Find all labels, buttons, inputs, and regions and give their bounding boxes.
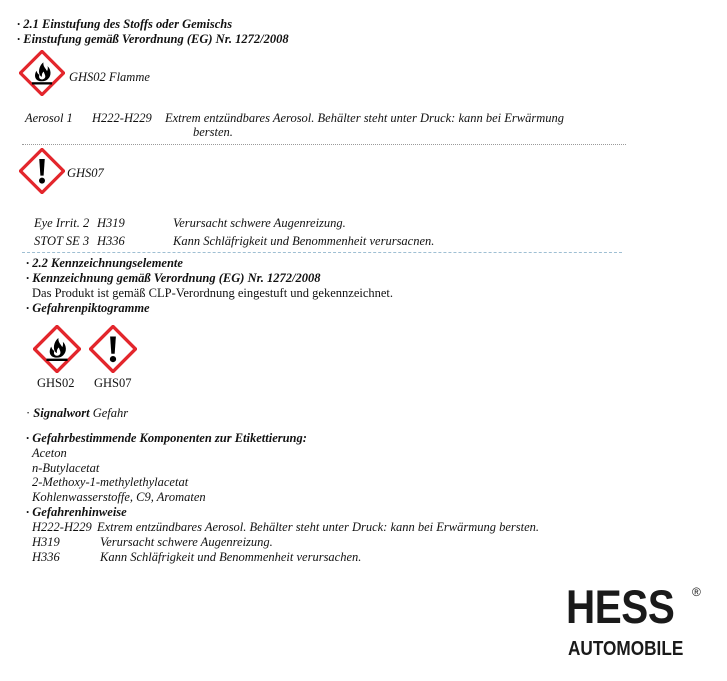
ghs02-flame-pictogram xyxy=(19,50,65,96)
eye-irrit-category: Eye Irrit. 2 xyxy=(34,216,90,230)
hazard-text: Extrem entzündbares Aerosol. Behälter steht unter Druck: kann bei Erwärmung bersten. xyxy=(97,520,540,534)
signal-word: · Signalwort Gefahr xyxy=(26,406,129,420)
ghs02-label: GHS02 Flamme xyxy=(69,70,150,84)
hess-logo-subtext: AUTOMOBILE xyxy=(568,638,684,660)
component-item: Kohlenwasserstoffe, C9, Aromaten xyxy=(32,490,206,504)
pictogram-code: GHS07 xyxy=(94,376,132,390)
component-item: n-Butylacetat xyxy=(32,461,100,475)
eye-irrit-code: H319 xyxy=(97,216,125,230)
signal-word-value: Gefahr xyxy=(92,406,129,420)
ghs07-label-pictogram xyxy=(89,325,137,373)
hazard-code: H319 xyxy=(32,535,60,549)
hazard-code: H336 xyxy=(32,550,60,564)
exclamation-icon xyxy=(89,325,137,373)
hazard-statements-heading: · Gefahrenhinweise xyxy=(26,505,127,519)
registered-mark: ® xyxy=(692,585,701,599)
hazard-text: Verursacht schwere Augenreizung. xyxy=(100,535,273,549)
hazard-text: Kann Schläfrigkeit und Benommenheit verursachen. xyxy=(100,550,362,564)
component-item: 2-Methoxy-1-methylethylacetat xyxy=(32,475,189,489)
components-heading: · Gefahrbestimmende Komponenten zur Etikettierung: xyxy=(26,431,307,445)
signal-word-label: Signalwort xyxy=(33,406,90,420)
aerosol-text-line1: Extrem entzündbares Aerosol. Behälter steht unter Druck: kann bei Erwärmung xyxy=(165,111,565,125)
component-item: Aceton xyxy=(32,446,67,460)
section-2-1-subtitle: · Einstufung gemäß Verordnung (EG) Nr. 1272/2008 xyxy=(17,32,289,46)
flame-icon xyxy=(19,50,65,96)
stot-category: STOT SE 3 xyxy=(34,234,90,248)
section-2-2-title: · 2.2 Kennzeichnungselemente xyxy=(26,256,183,270)
flame-icon xyxy=(33,325,81,373)
pictograms-heading: · Gefahrenpiktogramme xyxy=(26,301,150,315)
stot-text: Kann Schläfrigkeit und Benommenheit verursacnen. xyxy=(173,234,435,248)
aerosol-codes: H222-H229 xyxy=(92,111,152,125)
ghs07-label: GHS07 xyxy=(67,166,104,180)
stot-code: H336 xyxy=(97,234,125,248)
hess-logo-wordmark: HESS xyxy=(566,580,675,633)
eye-irrit-text: Verursacht schwere Augenreizung. xyxy=(173,216,346,230)
ghs02-label-pictogram xyxy=(33,325,81,373)
section-2-1-title: · 2.1 Einstufung des Stoffs oder Gemischs xyxy=(17,17,233,31)
dashed-divider xyxy=(22,252,622,253)
section-2-2-subtitle: · Kennzeichnung gemäß Verordnung (EG) Nr. 1272/2008 xyxy=(26,271,321,285)
hazard-code: H222-H229 xyxy=(32,520,92,534)
ghs07-exclamation-pictogram xyxy=(19,148,65,194)
exclamation-icon xyxy=(19,148,65,194)
dotted-divider xyxy=(22,144,626,145)
aerosol-category: Aerosol 1 xyxy=(25,111,73,125)
aerosol-text-line2: bersten. xyxy=(193,125,233,139)
pictogram-code: GHS02 xyxy=(37,376,75,390)
clp-note: Das Produkt ist gemäß CLP-Verordnung eingestuft und gekennzeichnet. xyxy=(32,286,394,300)
